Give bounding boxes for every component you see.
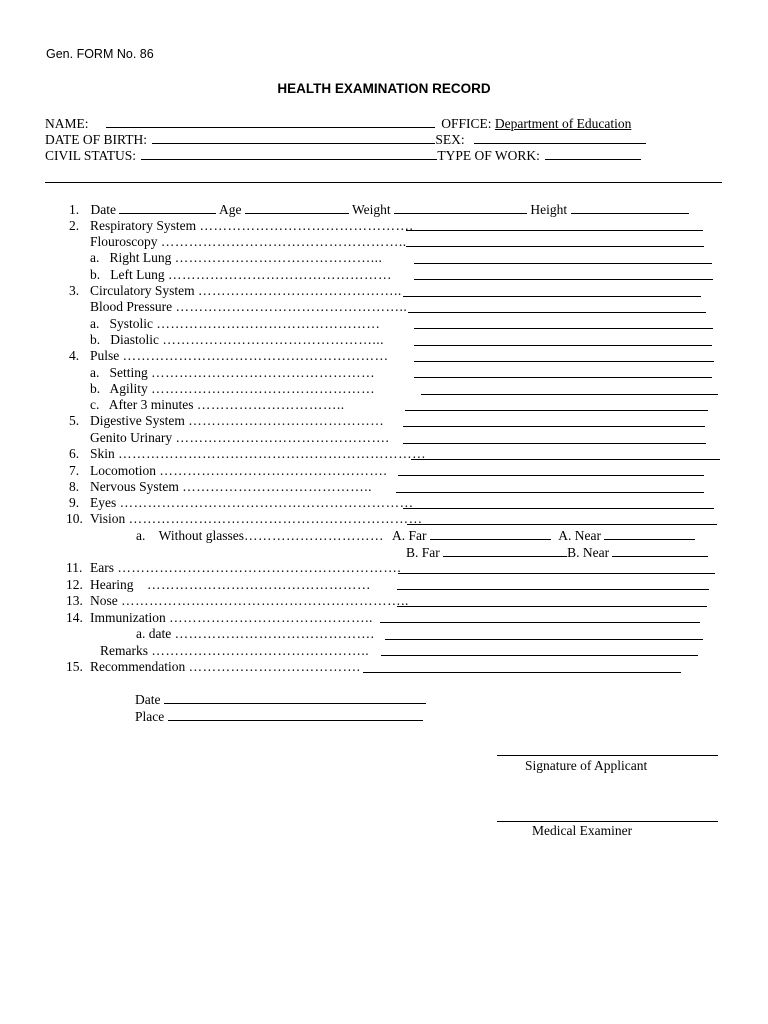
type-of-work-label: TYPE OF WORK: xyxy=(437,148,540,163)
a-near-field[interactable] xyxy=(604,528,695,540)
item-6-number: 6. xyxy=(69,446,80,461)
respiratory-field[interactable] xyxy=(406,230,703,231)
item-respiratory-label: Respiratory System ………………………………………. xyxy=(90,218,414,233)
dob-row xyxy=(45,132,646,148)
digestive-field[interactable] xyxy=(403,426,705,427)
dob-label: DATE OF BIRTH: xyxy=(45,132,147,147)
footer-place-row xyxy=(135,709,423,725)
setting-field[interactable] xyxy=(414,377,712,378)
item-systolic-label: a. Systolic ………………………………………… xyxy=(90,316,381,331)
type-of-work-field[interactable] xyxy=(545,148,641,160)
immunization-field[interactable] xyxy=(380,622,700,623)
a-far-field[interactable] xyxy=(430,528,551,540)
name-field[interactable] xyxy=(106,116,435,128)
header-divider xyxy=(45,182,722,183)
item-10-number: 10. xyxy=(66,511,83,526)
item-digestive-label: Digestive System …………………………………… xyxy=(90,413,385,428)
left-lung-field[interactable] xyxy=(414,279,713,280)
footer-date-label: Date xyxy=(135,692,161,707)
right-lung-field[interactable] xyxy=(414,263,712,264)
item-4-number: 4. xyxy=(69,348,80,363)
b-near-field[interactable] xyxy=(612,545,708,557)
name-label: NAME: xyxy=(45,116,89,131)
item-without-glasses-label: a. Without glasses………………………… xyxy=(136,528,384,543)
sex-label: SEX: xyxy=(435,132,465,147)
date-label: Date xyxy=(90,202,116,217)
remarks-field[interactable] xyxy=(381,655,698,656)
item-pulse-label: Pulse ………………………………………………… xyxy=(90,348,389,363)
b-far-label: B. Far xyxy=(406,545,440,560)
item-recommendation-label: Recommendation ………………………………. xyxy=(90,659,361,674)
item-12-number: 12. xyxy=(66,577,83,592)
circulatory-field[interactable] xyxy=(403,296,701,297)
height-label: Height xyxy=(530,202,568,217)
item-vision-label: Vision ……………………………………………………… xyxy=(90,511,423,526)
item-5-number: 5. xyxy=(69,413,80,428)
nervous-field[interactable] xyxy=(396,492,704,493)
item-14-number: 14. xyxy=(66,610,83,625)
skin-field[interactable] xyxy=(411,459,720,460)
age-label: Age xyxy=(219,202,242,217)
footer-date-field[interactable] xyxy=(164,692,426,704)
diastolic-field[interactable] xyxy=(414,345,712,346)
immunization-date-field[interactable] xyxy=(385,639,703,640)
item-genito-label: Genito Urinary ………………………………………. xyxy=(90,430,390,445)
item-3-number: 3. xyxy=(69,283,80,298)
item-diastolic-label: b. Diastolic ………………………………………... xyxy=(90,332,384,347)
office-label: OFFICE: xyxy=(441,116,492,131)
item-9-number: 9. xyxy=(69,495,80,510)
footer-place-field[interactable] xyxy=(168,709,423,721)
item-immunization-date-label: a. date ……………………………………. xyxy=(136,626,375,641)
a-near-label: A. Near xyxy=(558,528,601,543)
item-flouroscopy-label: Flouroscopy …………………………………………….. xyxy=(90,234,407,249)
item-after3-label: c. After 3 minutes ………………………….. xyxy=(90,397,345,412)
item-agility-label: b. Agility ………………………………………… xyxy=(90,381,376,396)
item-number: 1. xyxy=(69,202,80,217)
item-2-number: 2. xyxy=(69,218,80,233)
item-hearing-label: Hearing ………………………………………… xyxy=(90,577,371,592)
dob-field[interactable] xyxy=(152,132,435,144)
applicant-signature-label: Signature of Applicant xyxy=(525,758,648,773)
systolic-field[interactable] xyxy=(414,328,713,329)
eyes-field[interactable] xyxy=(403,508,714,509)
weight-label: Weight xyxy=(352,202,391,217)
genito-field[interactable] xyxy=(403,443,706,444)
item-circulatory-label: Circulatory System …………………………………….. xyxy=(90,283,402,298)
item-skin-label: Skin ………………………………………………………… xyxy=(90,446,427,461)
weight-field[interactable] xyxy=(394,202,527,214)
b-far-field[interactable] xyxy=(443,545,567,557)
item-setting-label: a. Setting ………………………………………… xyxy=(90,365,376,380)
after3-field[interactable] xyxy=(405,410,708,411)
footer-date-row xyxy=(135,692,426,708)
item-locomotion-label: Locomotion …………………………………………. xyxy=(90,463,388,478)
footer-place-label: Place xyxy=(135,709,165,724)
b-near-label: B. Near xyxy=(567,545,610,560)
vision-field[interactable] xyxy=(407,524,717,525)
hearing-field[interactable] xyxy=(397,589,709,590)
item-remarks-label: Remarks ……………………………………….. xyxy=(100,643,370,658)
item-1-row xyxy=(69,202,689,218)
blood-pressure-field[interactable] xyxy=(408,312,706,313)
a-far-label: A. Far xyxy=(392,528,427,543)
form-title: HEALTH EXAMINATION RECORD xyxy=(277,81,491,96)
civil-status-field[interactable] xyxy=(141,148,437,160)
vision-a-row xyxy=(392,528,695,544)
item-15-number: 15. xyxy=(66,659,83,674)
name-row xyxy=(45,116,631,132)
form-number: Gen. FORM No. 86 xyxy=(46,47,154,61)
height-field[interactable] xyxy=(571,202,689,214)
item-8-number: 8. xyxy=(69,479,80,494)
item-nose-label: Nose …………………………………………………….. xyxy=(90,593,409,608)
recommendation-field[interactable] xyxy=(363,672,681,673)
examiner-signature-label: Medical Examiner xyxy=(532,823,633,838)
civil-status-label: CIVIL STATUS: xyxy=(45,148,137,163)
sex-field[interactable] xyxy=(474,132,646,144)
item-11-number: 11. xyxy=(66,560,83,575)
item-right-lung-label: a. Right Lung ……………………………………... xyxy=(90,250,383,265)
item-ears-label: Ears ……………………………………………………. xyxy=(90,560,402,575)
locomotion-field[interactable] xyxy=(398,475,704,476)
ears-field[interactable] xyxy=(398,573,715,574)
flouroscopy-field[interactable] xyxy=(406,246,704,247)
pulse-field[interactable] xyxy=(414,361,714,362)
item-blood-pressure-label: Blood Pressure ………………………………………….. xyxy=(90,299,408,314)
applicant-signature-line[interactable] xyxy=(497,755,718,756)
item-immunization-label: Immunization …………………………………….. xyxy=(90,610,373,625)
item-nervous-label: Nervous System ………………………………….. xyxy=(90,479,372,494)
date-field[interactable] xyxy=(119,202,216,214)
nose-field[interactable] xyxy=(397,606,707,607)
office-value: Department of Education xyxy=(494,116,632,131)
examiner-signature-line[interactable] xyxy=(497,821,718,822)
age-field[interactable] xyxy=(245,202,349,214)
agility-field[interactable] xyxy=(421,394,718,395)
item-13-number: 13. xyxy=(66,593,83,608)
item-7-number: 7. xyxy=(69,463,80,478)
item-left-lung-label: b. Left Lung ………………………………………… xyxy=(90,267,392,282)
vision-b-row xyxy=(406,545,708,561)
civil-row xyxy=(45,148,641,164)
item-eyes-label: Eyes ……………………………………………………… xyxy=(90,495,414,510)
